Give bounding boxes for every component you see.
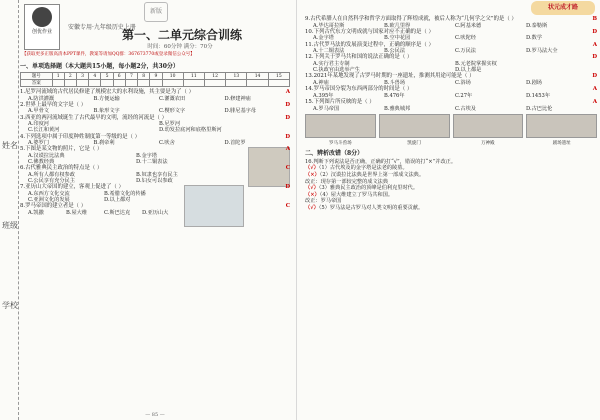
grid-cell bbox=[162, 80, 183, 87]
option: A.罗马帝国 bbox=[313, 105, 340, 112]
grid-cell: 10 bbox=[162, 73, 183, 80]
option: D.1453年 bbox=[526, 92, 551, 99]
question-item bbox=[305, 16, 597, 29]
answer-letter: A bbox=[592, 41, 597, 48]
question-text: 10.下列古代东方文明成就与国家对应不正确的是（ ） D bbox=[305, 28, 597, 35]
option: C.浴场 bbox=[455, 79, 471, 86]
grid-cell: 14 bbox=[247, 73, 268, 80]
option: C.楔形文字 bbox=[159, 108, 186, 115]
picture-1 bbox=[305, 114, 376, 138]
logo-mark-icon bbox=[32, 7, 52, 27]
question-options bbox=[28, 153, 244, 165]
question-text: 2.世界上最早的文字是（ ） D bbox=[20, 101, 290, 108]
option: C.长江和黄河 bbox=[28, 127, 60, 134]
logo-text: 创优作业 bbox=[31, 29, 52, 35]
option: D.剧场 bbox=[526, 79, 542, 86]
question-item bbox=[305, 54, 597, 73]
grid-cell: 7 bbox=[125, 73, 137, 80]
question-text: 13.2021年某地发现了古罗马时期的一座遗址，推测其用途可能是（ ） D bbox=[305, 73, 597, 80]
page-number: — 85 — bbox=[145, 412, 165, 418]
grid-cell: 13 bbox=[226, 73, 247, 80]
option: B.欧几里得 bbox=[384, 22, 411, 29]
question-options bbox=[28, 121, 290, 133]
answer-letter: C bbox=[285, 203, 290, 210]
question-text: 4.下列选项中属于印度种姓制度第一等级的是（ ） D bbox=[20, 133, 290, 140]
judge-item bbox=[305, 185, 597, 192]
answer-letter: B bbox=[592, 16, 597, 22]
answer-letter: D bbox=[592, 54, 597, 61]
question-text: 1.尼罗河流域的古代居民修建了规模宏大的水利设施，其主要是为了（ ） A bbox=[20, 89, 290, 95]
option: B.方便运输 bbox=[93, 95, 120, 102]
picture-label: 万神殿 bbox=[481, 140, 495, 146]
right-column bbox=[305, 0, 597, 420]
exam-meta: 时间：60分钟 满分：70分 bbox=[147, 44, 213, 50]
section1-title: 一、单项选择题（本大题共15小题，每小题2分，共30分） bbox=[20, 63, 179, 70]
question-text: 7.亚历山大帝国的建立，客观上促进了（ ） D bbox=[20, 184, 290, 191]
grid-cell bbox=[52, 80, 64, 87]
grid-cell: 4 bbox=[89, 73, 101, 80]
edition-stamp: 新版 bbox=[144, 2, 168, 22]
gutter-school: 学校 bbox=[2, 301, 18, 310]
judge-fix: 改正：现存第一部较完整的成文法典 bbox=[305, 178, 389, 185]
option: B.雅典城邦 bbox=[384, 105, 411, 112]
question-text: 11.古代罗马法的发展演变过程中，正确的顺序是（ ） A bbox=[305, 41, 597, 48]
grid-cell bbox=[113, 80, 125, 87]
option: A.所有人都有权参政 bbox=[28, 171, 75, 178]
judge-mark: （√） bbox=[305, 204, 319, 211]
binding-gutter bbox=[0, 0, 19, 420]
option: A.东西方文化交流 bbox=[28, 190, 70, 197]
picture-strip bbox=[305, 114, 597, 138]
question-text: 6.古代雅典民主政治的特点是（ ） C bbox=[20, 165, 290, 172]
answer-letter: C bbox=[285, 165, 290, 172]
question-options bbox=[28, 172, 244, 184]
grid-cell: 5 bbox=[101, 73, 113, 80]
picture-3 bbox=[453, 114, 524, 138]
answer-letter: D bbox=[285, 101, 290, 108]
question-list-right bbox=[305, 16, 597, 112]
option: D.幼发拉底河和底格里斯河 bbox=[159, 127, 222, 134]
right-body bbox=[305, 16, 597, 212]
option: B.金字塔 bbox=[136, 152, 158, 159]
question-item bbox=[305, 73, 597, 86]
brand-badge: 状元成才路 bbox=[531, 1, 595, 15]
option: B.刹帝利 bbox=[93, 140, 115, 147]
option: C.亚洲文化的发展 bbox=[28, 197, 70, 204]
page-title: 第一、二单元综合训练 bbox=[121, 28, 242, 42]
grid-cell: 9 bbox=[150, 73, 162, 80]
grid-cell bbox=[183, 80, 204, 87]
picture-4 bbox=[526, 114, 597, 138]
picture-label: 罗马斗兽场 bbox=[329, 140, 352, 146]
picture-label: 凯旋门 bbox=[407, 140, 421, 146]
grid-cell bbox=[150, 80, 162, 87]
question-options bbox=[28, 191, 180, 203]
judge-list bbox=[305, 165, 597, 211]
option: B.屋大维 bbox=[66, 209, 88, 216]
question-options bbox=[313, 106, 597, 112]
question-item bbox=[20, 203, 290, 216]
grid-cell bbox=[138, 80, 150, 87]
question-text: 15.下列图片所反映的是（ ） A bbox=[305, 98, 597, 105]
grid-cell: 8 bbox=[138, 73, 150, 80]
judge-text: （1）古代埃及的金字塔是法老的陵墓。 bbox=[318, 165, 408, 172]
option: B.476年 bbox=[384, 92, 405, 99]
judge-text: （5）罗马法是古罗马对人类文明的重要贡献。 bbox=[318, 204, 424, 211]
option: D.罗马法大全 bbox=[526, 48, 558, 55]
option: B.公民法 bbox=[384, 48, 406, 55]
answer-letter: D bbox=[285, 114, 290, 121]
option: A.十二铜表法 bbox=[313, 48, 345, 55]
option: D.泰勒斯 bbox=[526, 22, 548, 29]
option: C.佛教经典 bbox=[28, 159, 55, 166]
option: D.古巴比伦 bbox=[526, 105, 553, 112]
option: B.空中花园 bbox=[384, 35, 411, 42]
answer-grid-row bbox=[21, 80, 290, 87]
question-item bbox=[20, 134, 290, 147]
option: A.汉谟拉比法典 bbox=[28, 152, 65, 159]
grid-cell bbox=[247, 80, 268, 87]
answer-grid-header bbox=[21, 73, 290, 80]
left-body bbox=[20, 59, 290, 228]
picture-2 bbox=[379, 114, 450, 138]
judge-mark: （√） bbox=[305, 165, 319, 172]
option: C.阿基米德 bbox=[455, 22, 482, 29]
option: A.395年 bbox=[313, 92, 334, 99]
question-item bbox=[305, 99, 597, 112]
option: A.实行君主专制 bbox=[313, 60, 350, 67]
grid-cell bbox=[204, 80, 225, 87]
question-text: 9.古代希腊人在自然科学和哲学方面取得了辉煌成就，被后人称为“几何学之父”的是（ ） B bbox=[305, 16, 597, 22]
answer-letter: D bbox=[285, 184, 290, 191]
question-item bbox=[20, 146, 290, 165]
question-text: 12.下列关于罗马共和国的说法正确的是（ ） D bbox=[305, 54, 597, 61]
publisher-logo bbox=[24, 4, 60, 50]
answer-letter: A bbox=[592, 86, 597, 93]
option: C.27年 bbox=[455, 92, 473, 99]
grid-cell: 2 bbox=[64, 73, 76, 80]
option: C.吠舍 bbox=[159, 140, 175, 147]
answer-letter: D bbox=[592, 73, 597, 80]
option: C.执政官由选举产生 bbox=[313, 67, 360, 74]
question-text: 14.罗马帝国分裂为东西两部分的时间是（ ） A bbox=[305, 86, 597, 93]
grid-cell: 答案 bbox=[21, 80, 53, 87]
option: B.希腊文化的传播 bbox=[104, 190, 146, 197]
question-options bbox=[313, 61, 597, 73]
judge-text: （3）雅典民主政治的顶峰是伯利克里时代。 bbox=[318, 185, 419, 192]
option: B.象形文字 bbox=[93, 108, 120, 115]
answer-letter: D bbox=[592, 28, 597, 35]
option: A.毕达哥拉斯 bbox=[313, 22, 345, 29]
answer-letter: D bbox=[285, 133, 290, 140]
grid-cell bbox=[64, 80, 76, 87]
gutter-name: 姓名 bbox=[2, 141, 18, 150]
option: D.以上都是 bbox=[455, 67, 482, 74]
judge-mark: （×） bbox=[305, 171, 320, 178]
picture-label: 剧场遗址 bbox=[552, 140, 571, 146]
option: C.灌溉农田 bbox=[159, 95, 186, 102]
question-item bbox=[20, 102, 290, 115]
judge-item bbox=[305, 205, 597, 212]
option: A.金字塔 bbox=[313, 35, 334, 42]
option: D.数学 bbox=[526, 35, 542, 42]
question-item bbox=[305, 29, 597, 42]
option: D.腓尼基字母 bbox=[224, 108, 257, 115]
question-list-left bbox=[20, 89, 290, 216]
question-options bbox=[28, 210, 180, 216]
judge-item bbox=[305, 172, 597, 179]
option: D.首陀罗 bbox=[224, 140, 246, 147]
option: A.神庙 bbox=[313, 79, 329, 86]
option: B.尼罗河 bbox=[159, 121, 181, 128]
judge-fix: 改正：罗马帝国 bbox=[305, 198, 342, 205]
option: D.修建神庙 bbox=[224, 95, 251, 102]
grid-cell bbox=[226, 80, 247, 87]
option: C.古埃及 bbox=[455, 105, 476, 112]
judge-text: （4）屋大维建立了罗马共和国。 bbox=[319, 191, 394, 198]
question-item bbox=[305, 86, 597, 99]
option: A.防洪灌溉 bbox=[28, 95, 55, 102]
left-column bbox=[20, 0, 290, 420]
option: C.吠陀经 bbox=[455, 35, 476, 42]
answer-grid bbox=[20, 72, 290, 87]
picture-labels bbox=[305, 140, 597, 146]
answer-letter: A bbox=[592, 98, 597, 105]
grid-cell: 11 bbox=[183, 73, 204, 80]
question-item bbox=[20, 89, 290, 102]
option: A.婆罗门 bbox=[28, 140, 49, 147]
answer-letter: A bbox=[285, 89, 290, 95]
question-text: 3.西亚的两河流域诞生了古代最早的文明，流经的河流是（ ） D bbox=[20, 114, 290, 121]
question-text: 5.下图是某文物的照片，它是（ ） A bbox=[20, 146, 290, 153]
option: B.斗兽场 bbox=[384, 79, 406, 86]
option: A.凯撒 bbox=[28, 209, 44, 216]
option: B.奴隶也享有民主 bbox=[136, 171, 178, 178]
option: D.以上都对 bbox=[104, 197, 131, 204]
grid-cell: 12 bbox=[204, 73, 225, 80]
option: C.斯巴达克 bbox=[104, 209, 131, 216]
series-label: 安徽专用·九年级历史上册 bbox=[68, 24, 136, 31]
option: D.十二铜表法 bbox=[136, 159, 168, 166]
grid-cell: 6 bbox=[113, 73, 125, 80]
grid-cell bbox=[76, 80, 88, 87]
grid-cell: 3 bbox=[76, 73, 88, 80]
grid-cell: 1 bbox=[52, 73, 64, 80]
judge-mark: （×） bbox=[305, 191, 320, 198]
question-item bbox=[20, 184, 290, 203]
page-spine bbox=[296, 0, 297, 420]
judge-item bbox=[305, 165, 597, 172]
grid-cell: 15 bbox=[268, 73, 289, 80]
option: C.公民享有充分民主 bbox=[28, 178, 75, 185]
question-item bbox=[305, 42, 597, 55]
judge-item bbox=[305, 192, 597, 199]
judge-mark: （√） bbox=[305, 185, 319, 192]
grid-cell bbox=[101, 80, 113, 87]
option: B.元老院掌握实权 bbox=[455, 60, 497, 67]
grid-cell bbox=[268, 80, 289, 87]
question-item bbox=[20, 115, 290, 134]
section2-intro: 16.判断下列说法是否正确，正确的打“√”，错误的打“×”并改正。 bbox=[305, 158, 457, 165]
option: C.万民法 bbox=[455, 48, 476, 55]
judge-text: （2）汉谟拉比法典是世界上第一部成文法典。 bbox=[319, 171, 425, 178]
option: D.亚历山大 bbox=[142, 209, 169, 216]
section2-title: 二、辨析改错（8分） bbox=[305, 149, 364, 157]
grid-cell bbox=[89, 80, 101, 87]
promo-line: 【获取更多正版高清本PPT课件，教案等请加QQ群：367673770或登录微信公众号】 bbox=[22, 52, 195, 57]
option: D.妇女可以参政 bbox=[136, 178, 173, 185]
option: A.印度河 bbox=[28, 121, 49, 128]
gutter-class: 班级 bbox=[2, 221, 18, 230]
option: A.甲骨文 bbox=[28, 108, 49, 115]
grid-cell bbox=[125, 80, 137, 87]
grid-cell: 题号 bbox=[21, 73, 53, 80]
answer-letter: A bbox=[285, 146, 290, 153]
question-text: 8.罗马帝国的建立者是（ ） C bbox=[20, 203, 290, 210]
